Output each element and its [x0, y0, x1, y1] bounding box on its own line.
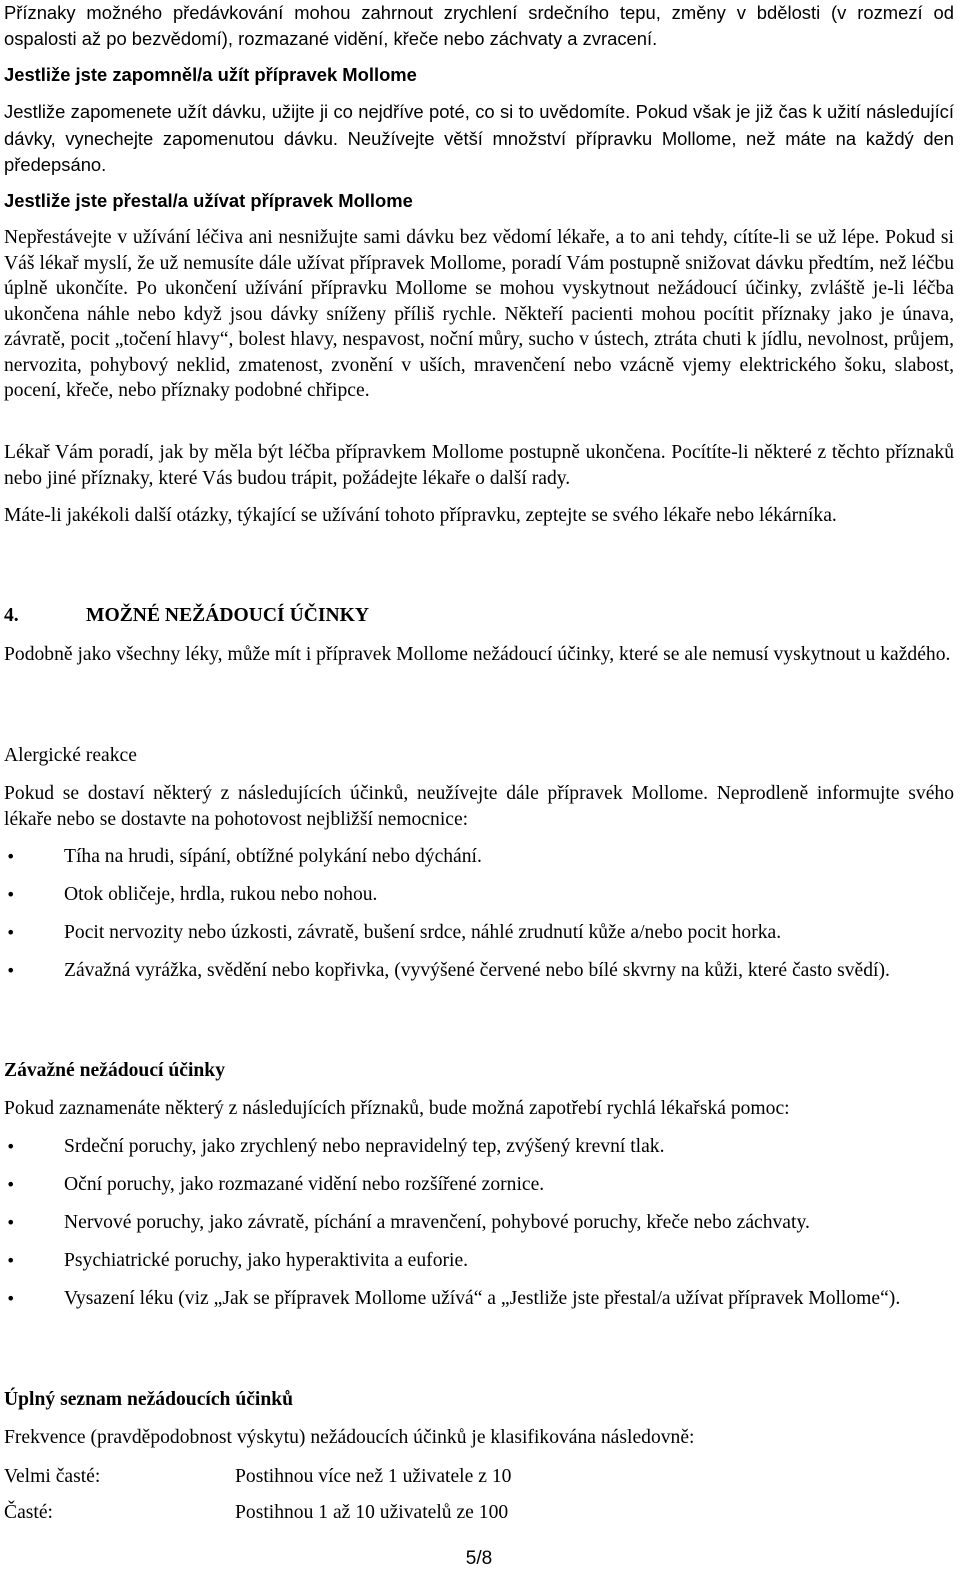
frequency-value: Postihnou 1 až 10 uživatelů ze 100: [235, 1502, 509, 1523]
missed-dose-heading: Jestliže jste zapomněl/a užít přípravek Mollome: [4, 64, 417, 85]
bullet-icon: •: [6, 885, 16, 904]
missed-dose-text-b: Pokud však je již čas k užití následující dávky, vynechejte zapomenutou dávku.: [4, 101, 954, 149]
doctor-advice-paragraph: Lékař Vám poradí, jak by měla být léčba přípravkem Mollome postupně ukončena. Pocítíte-li některé z těchto příznaků nebo jiné příznaky, které Vás budou trápit, požádejte lékaře o další rady.: [4, 442, 954, 489]
stopped-paragraph: Nepřestávejte v užívání léčiva ani nesnižujte sami dávku bez vědomí lékaře, a to ani tehdy, cítíte-li se už lépe. Pokud si Váš lékař myslí, že už nemusíte dále užívat přípravek Mollome, poradí Vám postupně snižovat dávku předtím, než léčbu úplně ukončíte. Po ukončení užívání přípravku Mollome se mohou vyskytnout nežádoucí účinky, zvláště je-li léčba ukončena náhle nebo když jsou dávky sníženy příliš rychle. Někteří pacienti mohou pocítit příznaky jako je únava, závratě, pocit „točení hlavy“, bolest hlavy, nespavost, noční můry, sucho v ústech, ztráta chuti k jídlu, nevolnost, průjem, nervozita, pohybový neklid, zmatenost, zvonění v uších, mravenčení nebo vzácně vjemy elektrického šoku, slabost, pocení, křeče, nebo příznaky podobné chřipce.: [4, 227, 954, 401]
list-item: • Závažná vyrážka, svědění nebo kopřivka, (vyvýšené červené nebo bílé skvrny na kůži, které často svědí).: [4, 958, 954, 984]
missed-dose-text-c: Neužívejte větší množství přípravku Mollome, než máte na každý den předepsáno.: [4, 127, 954, 175]
list-item: • Tíha na hrudi, sípání, obtížné polykání nebo dýchání.: [4, 844, 954, 870]
list-item: • Nervové poruchy, jako závratě, píchání a mravenčení, pohybové poruchy, křeče nebo záchvaty.: [4, 1210, 954, 1236]
allergic-intro: Pokud se dostaví některý z následujících účinků, neužívejte dále přípravek Mollome. Neprodleně informujte svého lékaře nebo se dostavte na pohotovost nejbližší nemocnice:: [4, 783, 954, 830]
list-item: • Pocit nervozity nebo úzkosti, závratě, bušení srdce, náhlé zrudnutí kůže a/nebo pocit horka.: [4, 920, 954, 946]
bullet-icon: •: [6, 1175, 16, 1194]
frequency-label: Časté:: [4, 1502, 53, 1523]
bullet-icon: •: [6, 847, 16, 866]
section-4-heading: [4, 603, 954, 629]
list-item: • Otok obličeje, hrdla, rukou nebo nohou.: [4, 882, 954, 908]
bullet-icon: •: [6, 923, 16, 942]
questions-paragraph: Máte-li jakékoli další otázky, týkající se užívání tohoto přípravku, zeptejte se svého lékaře nebo lékárníka.: [4, 505, 837, 526]
section-4-intro: Podobně jako všechny léky, může mít i přípravek Mollome nežádoucí účinky, které se ale nemusí vyskytnout u každého.: [4, 644, 951, 665]
bullet-icon: •: [6, 1213, 16, 1232]
bullet-icon: •: [6, 961, 16, 980]
bullet-icon: •: [6, 1289, 16, 1308]
bullet-icon: •: [6, 1251, 16, 1270]
page-number: 5/8: [465, 1548, 493, 1569]
overdose-symptoms-paragraph: Příznaky možného předávkování mohou zahrnout zrychlení srdečního tepu, změny v bdělosti (v rozmezí od ospalosti až po bezvědomí), rozmazané vidění, křeče nebo záchvaty a zvracení.: [4, 2, 954, 49]
bullet-icon: •: [6, 1137, 16, 1156]
list-item: • Oční poruchy, jako rozmazané vidění nebo rozšířené zornice.: [4, 1172, 954, 1198]
list-item: • Psychiatrické poruchy, jako hyperaktivita a euforie.: [4, 1248, 954, 1274]
frequency-row: [4, 1500, 954, 1526]
missed-dose-text-a: Jestliže zapomenete užít dávku, užijte ji co nejdříve poté, co si to uvědomíte.: [4, 101, 631, 122]
frequency-label: Velmi časté:: [4, 1466, 101, 1487]
frequency-row: [4, 1464, 954, 1490]
missed-dose-paragraph: [4, 99, 954, 179]
allergic-heading: Alergické reakce: [4, 745, 137, 766]
full-list-heading: Úplný seznam nežádoucích účinků: [4, 1389, 294, 1410]
serious-intro: Pokud zaznamenáte některý z následujících příznaků, bude možná zapotřebí rychlá lékařská pomoc:: [4, 1098, 790, 1119]
list-item: • Vysazení léku (viz „Jak se přípravek Mollome užívá“ a „Jestliže jste přestal/a užívat přípravek Mollome“).: [4, 1286, 954, 1312]
section-title: MOŽNÉ NEŽÁDOUCÍ ÚČINKY: [86, 605, 370, 626]
serious-heading: Závažné nežádoucí účinky: [4, 1060, 225, 1081]
section-number: 4.: [4, 605, 19, 626]
frequency-value: Postihnou více než 1 uživatele z 10: [235, 1466, 512, 1487]
stopped-heading: Jestliže jste přestal/a užívat přípravek Mollome: [4, 190, 413, 211]
list-item: • Srdeční poruchy, jako zrychlený nebo nepravidelný tep, zvýšený krevní tlak.: [4, 1134, 954, 1160]
full-list-intro: Frekvence (pravděpodobnost výskytu) nežádoucích účinků je klasifikována následovně:: [4, 1427, 695, 1448]
